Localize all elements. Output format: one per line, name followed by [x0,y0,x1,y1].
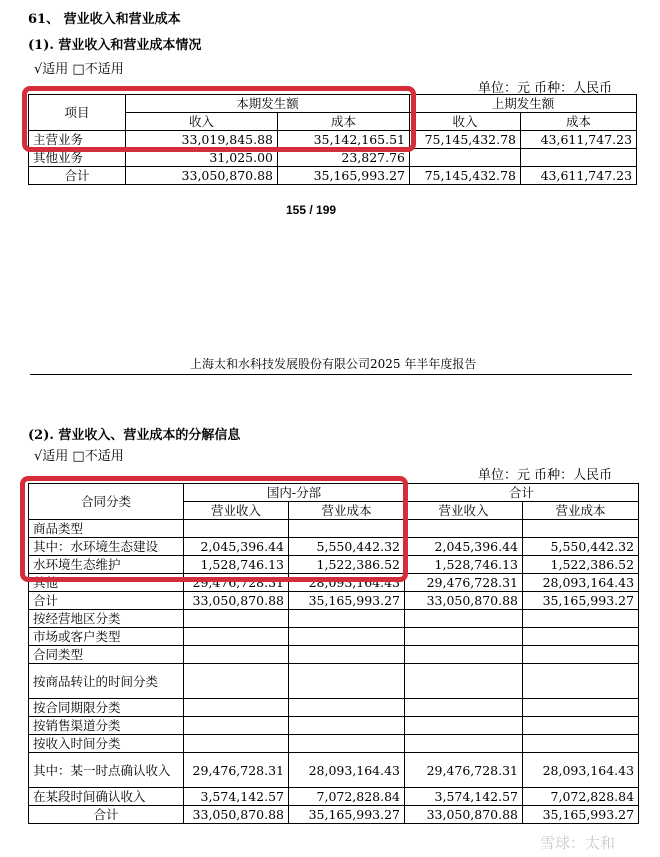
cell-value [289,628,405,646]
cell-value: 2,045,396.44 [405,538,523,556]
table-row [29,628,639,646]
watermark: 雪球：太和 [540,834,616,852]
cell-value [184,735,289,753]
table-row [29,167,637,185]
cell-value: 29,476,728.31 [405,574,523,592]
cell-value: 1,528,746.13 [405,556,523,574]
header-revenue: 收入 [126,113,278,131]
page-number: 155 / 199 [286,203,337,217]
cell-value: 35,165,993.27 [289,806,405,824]
cell-value [523,735,639,753]
header-category: 合同分类 [29,484,184,520]
cell-value: 33,050,870.88 [405,806,523,824]
header-segment: 国内-分部 [184,484,405,502]
cell-value [289,735,405,753]
cell-value: 75,145,432.78 [410,167,521,185]
table-row [29,753,639,788]
cell-value [405,735,523,753]
cell-value: 5,550,442.32 [523,538,639,556]
cell-value: 23,827.76 [278,149,410,167]
table-row [29,646,639,664]
row-label: 合计 [29,592,184,610]
table-row [29,735,639,753]
highlight-box [22,86,416,152]
unit-currency: 单位：元 币种：人民币 [478,81,613,96]
cell-value [405,628,523,646]
cell-value [523,664,639,699]
row-label: 其中：水环境生态建设 [29,538,184,556]
applicable-flag: √适用 □不适用 [34,449,124,464]
cell-value [289,664,405,699]
cell-value [523,628,639,646]
cell-value [289,646,405,664]
cell-value [523,717,639,735]
row-label: 其他 [29,574,184,592]
table-row [29,788,639,806]
cell-value: 43,611,747.23 [521,131,637,149]
cell-value [405,664,523,699]
cell-value: 35,165,993.27 [523,592,639,610]
cell-value: 7,072,828.84 [289,788,405,806]
cell-value [523,699,639,717]
table-row [29,592,639,610]
cell-value: 3,574,142.57 [405,788,523,806]
section-subheading: (1). 营业收入和营业成本情况 [28,38,202,53]
table-row [29,664,639,699]
header-revenue: 收入 [410,113,521,131]
cell-value [184,610,289,628]
highlight-box [20,476,408,582]
cell-value: 29,476,728.31 [184,753,289,788]
cell-value: 5,550,442.32 [289,538,405,556]
section-heading: 61、 营业收入和营业成本 [28,12,181,27]
cell-value: 3,574,142.57 [184,788,289,806]
cell-value [184,699,289,717]
cell-value [184,628,289,646]
header-current-period: 本期发生额 [126,95,410,113]
cell-value: 35,165,993.27 [289,592,405,610]
row-label: 按收入时间分类 [29,735,184,753]
cell-value: 31,025.00 [126,149,278,167]
cell-value [289,699,405,717]
cell-value: 75,145,432.78 [410,131,521,149]
header-cost: 营业成本 [523,502,639,520]
row-label: 其他业务 [29,149,126,167]
header-cost: 成本 [278,113,410,131]
cell-value: 33,050,870.88 [184,592,289,610]
cell-value: 43,611,747.23 [521,167,637,185]
header-previous-period: 上期发生额 [410,95,637,113]
row-label: 按销售渠道分类 [29,717,184,735]
table-row [29,699,639,717]
row-label: 商品类型 [29,520,184,538]
row-label: 按商品转让的时间分类 [29,664,184,699]
row-label: 合计 [29,167,126,185]
cell-value [405,646,523,664]
row-label: 市场或客户类型 [29,628,184,646]
table-row [29,806,639,824]
row-label: 按经营地区分类 [29,610,184,628]
table-row [29,717,639,735]
cell-value [523,610,639,628]
row-label: 主营业务 [29,131,126,149]
cell-value: 28,093,164.43 [289,574,405,592]
cell-value: 29,476,728.31 [405,753,523,788]
cell-value: 33,050,870.88 [184,806,289,824]
row-label: 合同类型 [29,646,184,664]
cell-value: 35,165,993.27 [278,167,410,185]
cell-value [405,520,523,538]
header-cost: 成本 [521,113,637,131]
report-header: 上海太和水科技发展股份有限公司2025 年半年度报告 [190,357,477,371]
cell-value: 1,522,386.52 [289,556,405,574]
row-label: 按合同期限分类 [29,699,184,717]
cell-value: 1,522,386.52 [523,556,639,574]
cell-value [523,646,639,664]
cell-value [289,717,405,735]
table-row [29,610,639,628]
cell-value: 28,093,164.43 [523,574,639,592]
row-label: 其中：某一时点确认收入 [29,753,184,788]
cell-value: 35,142,165.51 [278,131,410,149]
applicable-flag: √适用 □不适用 [34,62,124,77]
cell-value [405,717,523,735]
cell-value [523,520,639,538]
cell-value: 33,019,845.88 [126,131,278,149]
cell-value [405,699,523,717]
row-label: 水环境生态维护 [29,556,184,574]
cell-value: 1,528,746.13 [184,556,289,574]
cell-value: 7,072,828.84 [523,788,639,806]
unit-currency: 单位：元 币种：人民币 [478,468,613,483]
cell-value: 28,093,164.43 [289,753,405,788]
cell-value [410,149,521,167]
row-label: 合计 [29,806,184,824]
cell-value [184,717,289,735]
header-revenue: 营业收入 [184,502,289,520]
header-revenue: 营业收入 [405,502,523,520]
cell-value [405,610,523,628]
header-total: 合计 [405,484,639,502]
header-cost: 营业成本 [289,502,405,520]
cell-value [184,664,289,699]
cell-value: 33,050,870.88 [405,592,523,610]
cell-value: 2,045,396.44 [184,538,289,556]
cell-value [521,149,637,167]
cell-value: 29,476,728.31 [184,574,289,592]
cell-value: 35,165,993.27 [523,806,639,824]
header-item: 项目 [29,95,126,131]
cell-value: 33,050,870.88 [126,167,278,185]
cell-value: 28,093,164.43 [523,753,639,788]
header-rule [30,374,632,375]
cell-value [184,646,289,664]
row-label: 在某段时间确认收入 [29,788,184,806]
section-subheading: (2). 营业收入、营业成本的分解信息 [28,428,241,443]
cell-value [289,610,405,628]
